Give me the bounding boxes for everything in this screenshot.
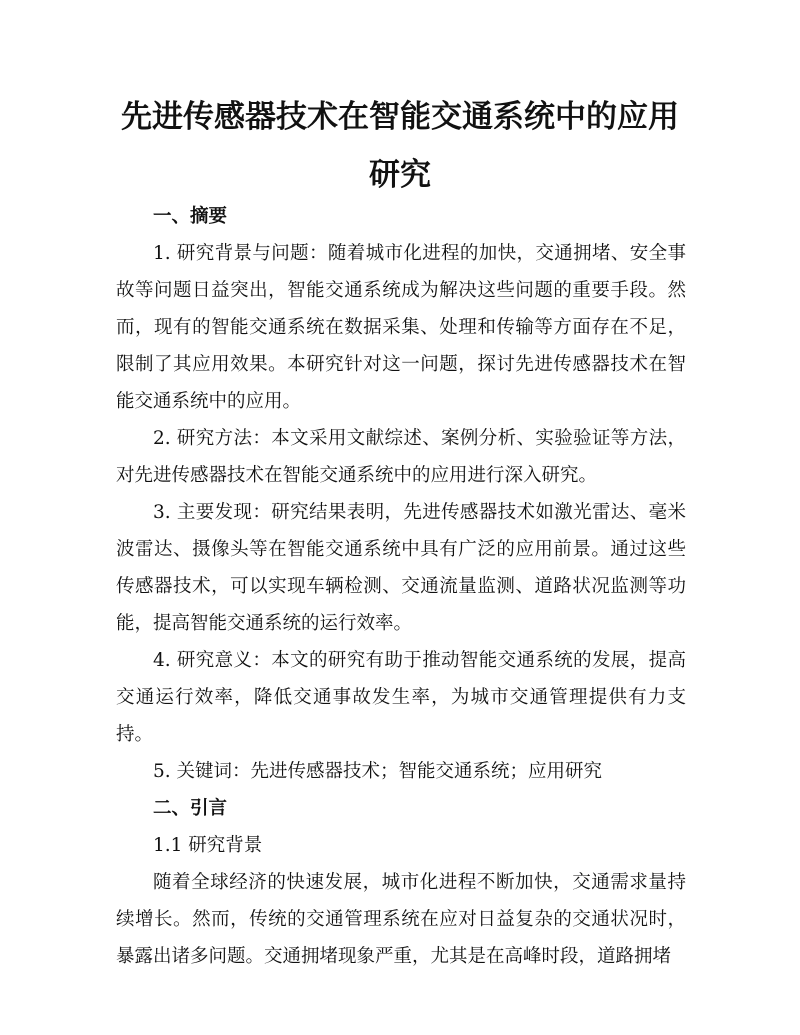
abstract-paragraph-findings: 3. 主要发现：研究结果表明，先进传感器技术如激光雷达、毫米波雷达、摄像头等在智能交通系统中具有广泛的应用前景。通过这些传感器技术，可以实现车辆检测、交通流量监测、道路状况监测等功能，提高智能交通系统的运行效率。 (116, 502, 686, 634)
document-title: 先进传感器技术在智能交通系统中的应用研究 (121, 99, 679, 193)
introduction-subheading-background: 1.1 研究背景 (153, 835, 263, 856)
abstract-paragraph-background: 1. 研究背景与问题：随着城市化进程的加快，交通拥堵、安全事故等问题日益突出，智能交通系统成为解决这些问题的重要手段。然而，现有的智能交通系统在数据采集、处理和传输等方面存在不足，限制了其应用效果。本研究针对这一问题，探讨先进传感器技术在智能交通系统中的应用。 (116, 243, 686, 412)
introduction-paragraph: 随着全球经济的快速发展，城市化进程不断加快，交通需求量持续增长。然而，传统的交通管理系统在应对日益复杂的交通状况时，暴露出诸多问题。交通拥堵现象严重，尤其是在高峰时段，道路拥堵 (116, 872, 686, 967)
abstract-paragraph-keywords: 5. 关键词：先进传感器技术；智能交通系统；应用研究 (153, 761, 603, 782)
abstract-paragraph-significance: 4. 研究意义：本文的研究有助于推动智能交通系统的发展，提高交通运行效率，降低交通事故发生率，为城市交通管理提供有力支持。 (116, 650, 686, 745)
abstract-paragraph-methods: 2. 研究方法：本文采用文献综述、案例分析、实验验证等方法，对先进传感器技术在智能交通系统中的应用进行深入研究。 (116, 428, 686, 486)
section-heading-abstract: 一、摘要 (153, 206, 228, 227)
document-body (116, 198, 686, 975)
section-heading-introduction: 二、引言 (153, 798, 228, 819)
